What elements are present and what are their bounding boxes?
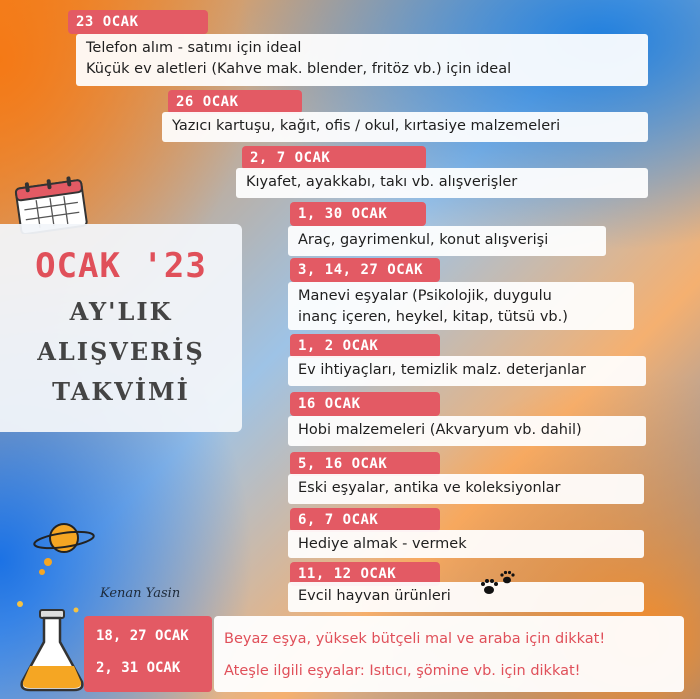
schedule-item-line: Evcil hayvan ürünleri: [298, 588, 451, 604]
schedule-item-spiritual: [288, 282, 634, 330]
title-line-calendar: TAKVİMİ: [52, 377, 190, 406]
warning-texts: [214, 616, 684, 692]
paw-prints-icon: [479, 570, 519, 600]
schedule-item-line: Araç, gayrimenkul, konut alışverişi: [298, 232, 549, 248]
title-line-monthly: AY'LIK: [69, 297, 173, 326]
warning-tag-2-31: 2, 31 OCAK: [96, 660, 181, 676]
schedule-item-line: Küçük ev aletleri (Kahve mak. blender, fritöz vb.) için ideal: [86, 61, 512, 77]
schedule-item-line: Eski eşyalar, antika ve koleksiyonlar: [298, 480, 561, 496]
warning-tag-18-27: 18, 27 OCAK: [96, 628, 189, 644]
flask-icon: [12, 570, 92, 695]
warning-text-appliances: Beyaz eşya, yüksek bütçeli mal ve araba için dikkat!: [224, 631, 606, 647]
date-tag-23: 23 OCAK: [68, 10, 208, 34]
date-tag-6-7: 6, 7 OCAK: [290, 508, 440, 532]
date-tag-5-16: 5, 16 OCAK: [290, 452, 440, 476]
schedule-item-gifts: [288, 530, 644, 558]
schedule-item-line: Telefon alım - satımı için ideal: [86, 40, 302, 56]
schedule-item-hobby: [288, 416, 646, 446]
date-tag-26: 26 OCAK: [168, 90, 302, 114]
schedule-item-household: [288, 356, 646, 386]
schedule-item-vehicles: [288, 226, 606, 256]
date-tag-1-30: 1, 30 OCAK: [290, 202, 426, 226]
date-tag-2-7: 2, 7 OCAK: [242, 146, 426, 170]
title-card: [0, 224, 242, 432]
schedule-item-line: Yazıcı kartuşu, kağıt, ofis / okul, kırtasiye malzemeleri: [172, 118, 561, 134]
title-month: OCAK '23: [35, 246, 207, 286]
warning-tags: [84, 616, 212, 692]
date-tag-11-12: 11, 12 OCAK: [290, 562, 440, 586]
schedule-item-line: Kıyafet, ayakkabı, takı vb. alışverişler: [246, 174, 518, 190]
schedule-item-line: Hobi malzemeleri (Akvaryum vb. dahil): [298, 422, 582, 438]
warning-text-fire: Ateşle ilgili eşyalar: Isıtıcı, şömine vb. için dikkat!: [224, 663, 581, 679]
schedule-item-clothing: [236, 168, 648, 198]
title-line-shopping: ALIŞVERİŞ: [37, 337, 205, 366]
date-tag-16: 16 OCAK: [290, 392, 440, 416]
author-signature: Kenan Yasin: [100, 586, 181, 601]
date-tag-1-2: 1, 2 OCAK: [290, 334, 440, 358]
schedule-item-line: Manevi eşyalar (Psikolojik, duygulu: [298, 288, 552, 304]
date-tag-3-14-27: 3, 14, 27 OCAK: [290, 258, 440, 282]
schedule-item-line: inanç içeren, heykel, kitap, tütsü vb.): [298, 309, 568, 325]
planet-icon: [26, 518, 106, 578]
schedule-item-stationery: [162, 112, 648, 142]
schedule-item-phones: [76, 34, 648, 86]
schedule-item-line: Hediye almak - vermek: [298, 536, 467, 552]
schedule-item-antiques: [288, 474, 644, 504]
schedule-item-pets: [288, 582, 644, 612]
schedule-item-line: Ev ihtiyaçları, temizlik malz. deterjanlar: [298, 362, 586, 378]
